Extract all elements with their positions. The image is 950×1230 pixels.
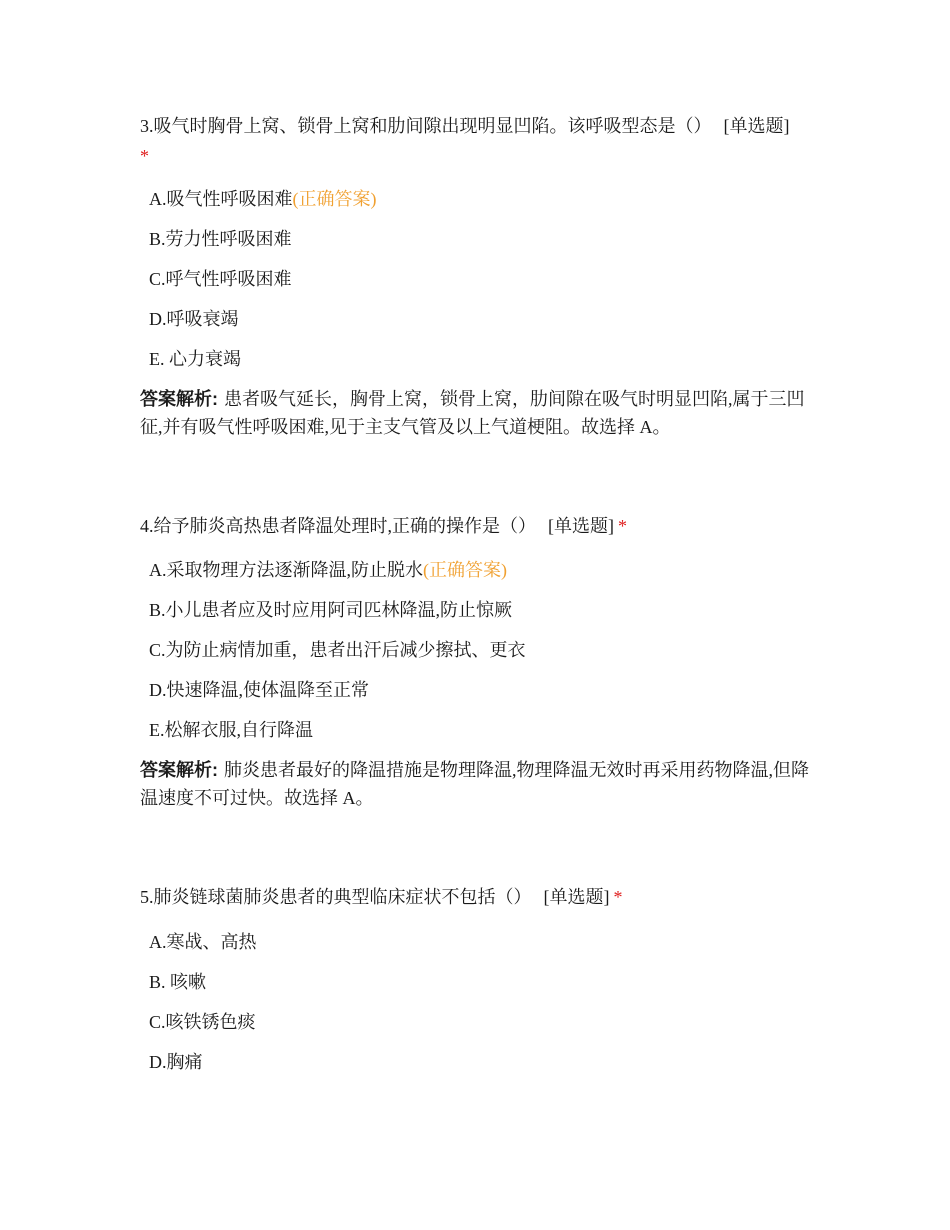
option-c[interactable]: [140, 632, 810, 672]
required-star: *: [618, 516, 627, 536]
option-label: E. 心力衰竭: [149, 349, 241, 369]
option-c[interactable]: [140, 1004, 810, 1044]
option-d[interactable]: [140, 301, 810, 341]
option-label: E.松解衣服,自行降温: [149, 720, 313, 740]
question-3: [140, 111, 810, 441]
option-label: D.胸痛: [149, 1052, 203, 1072]
option-a[interactable]: [140, 924, 810, 964]
option-label: B.小儿患者应及时应用阿司匹林降温,防止惊厥: [149, 600, 513, 620]
option-e[interactable]: [140, 341, 810, 381]
option-label: B. 咳嗽: [149, 972, 207, 992]
option-label: D.快速降温,使体温降至正常: [149, 680, 369, 700]
option-c[interactable]: [140, 261, 810, 301]
analysis-label: 答案解析:: [140, 760, 218, 780]
answer-analysis: [140, 756, 810, 812]
option-d[interactable]: [140, 672, 810, 712]
question-title: [140, 882, 810, 912]
option-b[interactable]: [140, 964, 810, 1004]
question-text: 5.肺炎链球菌肺炎患者的典型临床症状不包括（）: [140, 887, 532, 907]
option-label: A.吸气性呼吸困难: [149, 189, 293, 209]
option-e[interactable]: [140, 712, 810, 752]
analysis-text: 患者吸气延长，胸骨上窝，锁骨上窝，肋间隙在吸气时明显凹陷,属于三凹征,并有吸气性呼吸困难,见于主支气管及以上气道梗阻。故选择 A。: [140, 389, 805, 437]
question-type: [单选题]: [723, 116, 790, 136]
option-list: [140, 924, 810, 1084]
option-label: A.采取物理方法逐渐降温,防止脱水: [149, 560, 423, 580]
option-b[interactable]: [140, 221, 810, 261]
required-star: *: [613, 887, 623, 907]
question-type: [单选题]: [543, 887, 610, 907]
question-title: [140, 111, 810, 171]
question-text: 4.给予肺炎高热患者降温处理时,正确的操作是（）: [140, 516, 536, 536]
question-text: 3.吸气时胸骨上窝、锁骨上窝和肋间隙出现明显凹陷。该呼吸型态是（）: [140, 116, 712, 136]
option-label: C.咳铁锈色痰: [149, 1012, 256, 1032]
correct-answer-tag: (正确答案): [423, 560, 507, 580]
option-label: C.为防止病情加重，患者出汗后减少擦拭、更衣: [149, 640, 526, 660]
option-d[interactable]: [140, 1044, 810, 1084]
option-label: C.呼气性呼吸困难: [149, 269, 292, 289]
required-star: *: [140, 146, 149, 166]
option-b[interactable]: [140, 592, 810, 632]
question-4: [140, 511, 810, 812]
analysis-text: 肺炎患者最好的降温措施是物理降温,物理降温无效时再采用药物降温,但降温速度不可过快。故选择 A。: [140, 760, 809, 808]
answer-analysis: [140, 385, 810, 441]
option-a[interactable]: [140, 181, 810, 221]
question-type: [单选题]: [548, 516, 614, 536]
correct-answer-tag: (正确答案): [292, 189, 377, 209]
option-a[interactable]: [140, 552, 810, 592]
option-list: [140, 552, 810, 752]
option-label: D.呼吸衰竭: [149, 309, 239, 329]
question-5: [140, 882, 810, 1084]
analysis-label: 答案解析:: [140, 389, 218, 409]
option-label: A.寒战、高热: [149, 932, 257, 952]
question-title: [140, 511, 810, 541]
option-label: B.劳力性呼吸困难: [149, 229, 292, 249]
option-list: [140, 181, 810, 381]
